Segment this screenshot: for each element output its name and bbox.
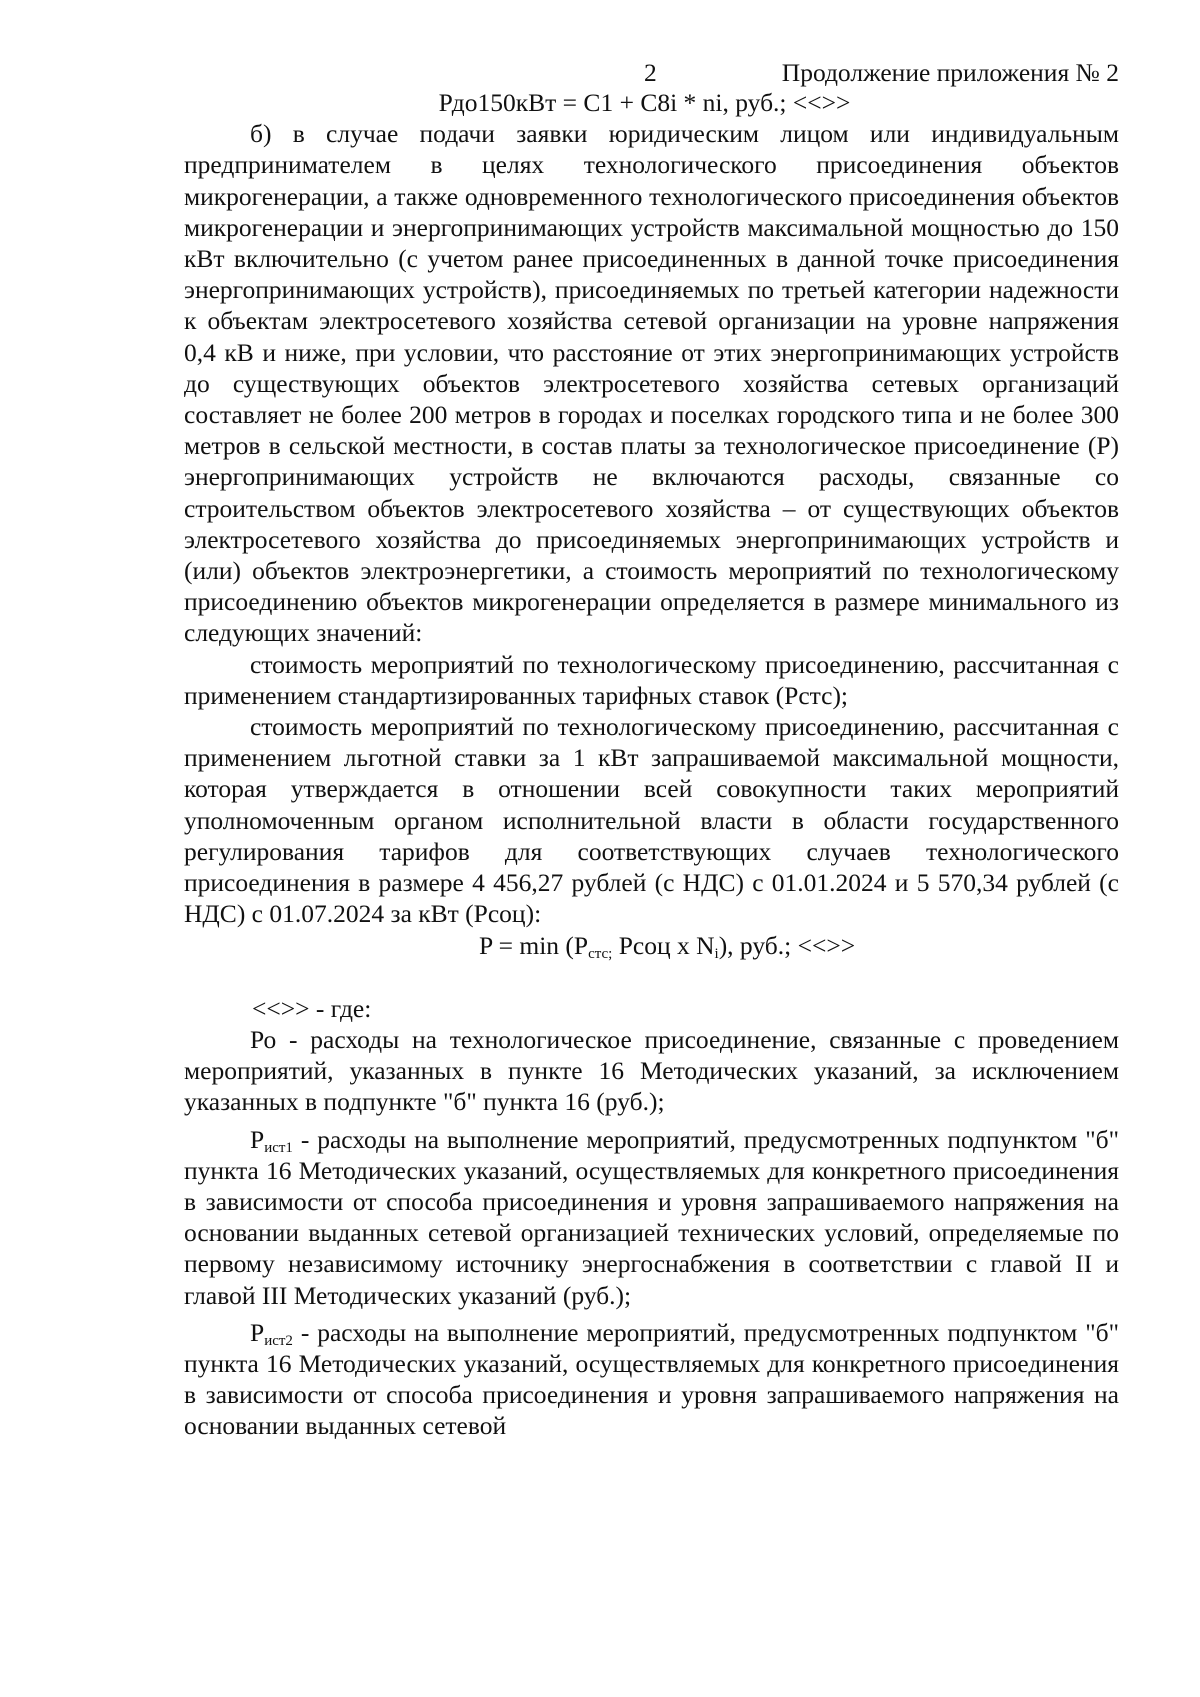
page-header	[184, 0, 1119, 87]
formula-top: Рдо150кВт = С1 + С8i * ni, руб.; <<>>	[438, 88, 851, 117]
definition-ro: Ро - расходы на технологическое присоединение, связанные с проведением мероприятий, указанных в пункте 16 Методических указаний, за исключением указанных в подпункте "б" пункта 16 (руб.);	[184, 1024, 1119, 1117]
formula-min: $P = \min (P_{стс;}$ Рсоц x $N_i$), руб.; <<>>	[479, 931, 856, 963]
definition-rist1: $Р_{ист1}$ - расходы на выполнение мероприятий, предусмотренных подпунктом "б" пункта 16 Методических указаний, осуществляемых для конкретного присоединения в зависимости от способа присоединения и уровня запрашиваемого напряжения на основании выданных сетевой организацией технических условий, определяемые по первому независимому источнику энергоснабжения в соответствии с главой II и главой III Методических указаний (руб.);	[184, 1124, 1119, 1310]
list-item-rsts: стоимость мероприятий по технологическому присоединению, рассчитанная с применением стандартизированных тарифных ставок (Рстс);	[184, 649, 1119, 710]
page-number: 2	[644, 58, 657, 87]
list-item-rsots: стоимость мероприятий по технологическому присоединению, рассчитанная с применением льготной ставки за 1 кВт запрашиваемой максимальной мощности, которая утверждается в отношении всей совокупности таких мероприятий уполномоченным органом исполнительной власти в области государственного регулирования тарифов для соответствующих случаев технологического присоединения в размере 4 456,27 рублей (с НДС) с 01.01.2024 и 5 570,34 рублей (с НДС) с 01.07.2024 за кВт (Рсоц):	[184, 712, 1119, 929]
where-label: <<>> - где:	[252, 993, 372, 1023]
page-content	[184, 0, 1119, 1442]
paragraph-b: б) в случае подачи заявки юридическим лицом или индивидуальным предпринимателем в целях технологического присоединения объектов микрогенерации, а также одновременного технологического присоединения объектов микрогенерации и энергопринимающих устройств максимальной мощностью до 150 кВт включительно (с учетом ранее присоединенных в данной точке присоединения энергопринимающих устройств), присоединяемых по третьей категории надежности к объектам электросетевого хозяйства сетевой организации на уровне напряжения 0,4 кВ и ниже, при условии, что расстояние от этих энергопринимающих устройств до существующих объектов электросетевого хозяйства сетевых организаций составляет не более 200 метров в городах и поселках городского типа и не более 300 метров в сельской местности, в состав платы за технологическое присоединение (Р) энергопринимающих устройств не включаются расходы, связанные со строительством объектов электросетевого хозяйства – от существующих объектов электросетевого хозяйства до присоединяемых энергопринимающих устройств и (или) объектов электроэнергетики, а стоимость мероприятий по технологическому присоединению объектов микрогенерации определяется в размере минимального из следующих значений:	[184, 119, 1119, 648]
appendix-continuation: Продолжение приложения № 2	[781, 58, 1119, 87]
definition-rist2: $Р_{ист2}$ - расходы на выполнение мероприятий, предусмотренных подпунктом "б" пункта 16 Методических указаний, осуществляемых для конкретного присоединения в зависимости от способа присоединения и уровня запрашиваемого напряжения на основании выданных сетевой	[184, 1317, 1119, 1441]
